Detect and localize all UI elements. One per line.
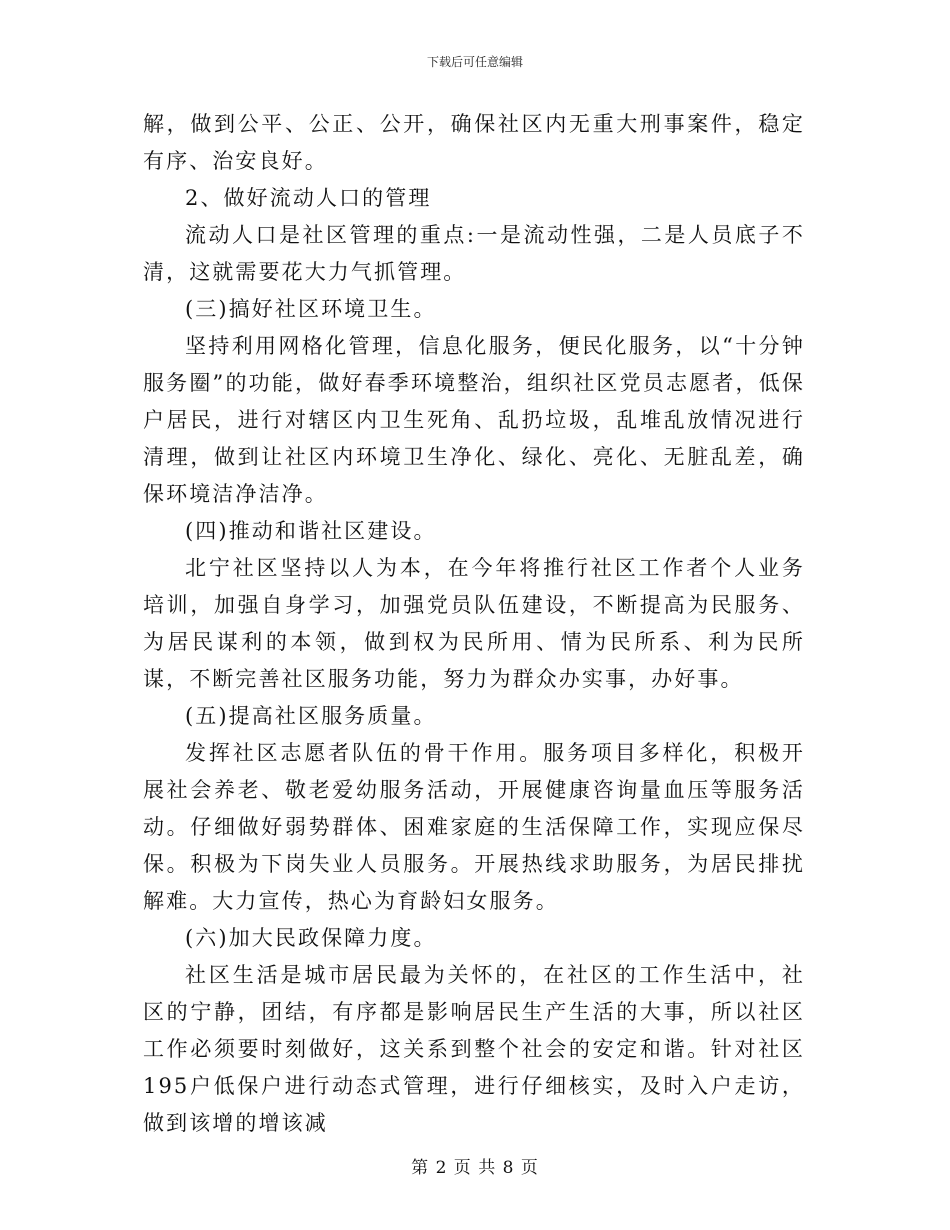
page-header: 下载后可任意编辑 [426, 55, 523, 69]
paragraph: 坚持利用网格化管理，信息化服务，便民化服务，以“十分钟服务圈”的功能，做好春季环境整治，组织社区党员志愿者，低保户居民，进行对辖区内卫生死角、乱扔垃圾，乱堆乱放情况进行清理，做到让社区内环境卫生净化、绿化、亮化、无脏乱差，确保环境洁净洁净。 [143, 334, 805, 506]
section-heading-civil-affairs: (六)加大民政保障力度。 [185, 926, 437, 950]
section-heading-harmony: (四)推动和谐社区建设。 [185, 519, 437, 543]
paragraph: 流动人口是社区管理的重点:一是流动性强，二是人员底子不清，这就需要花大力气抓管理。 [143, 223, 805, 284]
page-number: 2 [435, 1158, 448, 1178]
paragraph: 发挥社区志愿者队伍的骨干作用。服务项目多样化，积极开展社会养老、敬老爱幼服务活动，开展健康咨询量血压等服务活动。仔细做好弱势群体、困难家庭的生活保障工作，实现应保尽保。积极为下岗失业人员服务。开展热线求助服务，为居民排扰解难。大力宣传，热心为育龄妇女服务。 [143, 741, 805, 913]
footer-suffix: 页 [520, 1158, 539, 1178]
paragraph: 社区生活是城市居民最为关怀的，在社区的工作生活中，社区的宁静，团结，有序都是影响居民生产生活的大事，所以社区工作必须要时刻做好，这关系到整个社会的安定和谐。针对社区195户低保户进行动态式管理，进行仔细核实，及时入户走访，做到该增的增该减 [143, 963, 805, 1135]
footer-prefix: 第 [411, 1158, 430, 1178]
document-body [143, 106, 805, 1142]
footer-middle: 页 共 [453, 1158, 497, 1178]
subheading-floating-population: 2、做好流动人口的管理 [185, 186, 432, 210]
section-heading-service-quality: (五)提高社区服务质量。 [185, 704, 437, 728]
paragraph-continuation: 解，做到公平、公正、公开，确保社区内无重大刑事案件，稳定有序、治安良好。 [143, 112, 805, 173]
page-total: 8 [502, 1158, 515, 1178]
paragraph: 北宁社区坚持以人为本，在今年将推行社区工作者个人业务培训，加强自身学习，加强党员队伍建设，不断提高为民服务、为居民谋利的本领，做到权为民所用、情为民所系、利为民所谋，不断完善社区服务功能，努力为群众办实事，办好事。 [143, 556, 805, 691]
page-footer [0, 1153, 950, 1178]
section-heading-environment: (三)搞好社区环境卫生。 [185, 297, 437, 321]
